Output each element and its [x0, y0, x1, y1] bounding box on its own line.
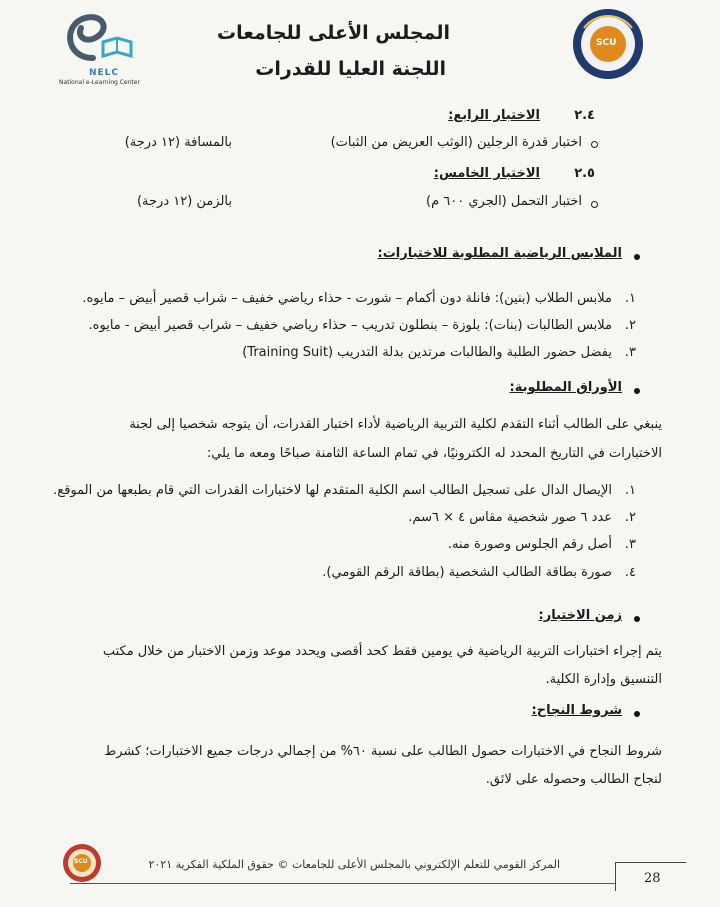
clothes-item-2-number: ٢.: [624, 318, 636, 333]
test4-item: اختبار قدرة الرجلين (الوثب العريض من الثبات): [330, 135, 582, 150]
papers-heading: الأوراق المطلوبة:: [509, 380, 622, 395]
header-title-line1: المجلس الأعلى للجامعات: [217, 22, 450, 44]
test4-measure: بالمسافة (١٢ درجة): [124, 135, 232, 150]
page-number: 28: [644, 871, 661, 886]
nelc-subtitle: National e-Learning Center: [59, 79, 140, 86]
test4-bullet-icon: [591, 141, 598, 148]
papers-intro-line2: الاختبارات في التاريخ المحدد له الكترونيًا، في تمام الساعة الثامنة صباحًا ومعه ما يلي:: [206, 446, 662, 461]
clothes-item-3: يفضل حضور الطلبة والطالبات مرتدين بدلة التدريب (Training Suit): [242, 345, 612, 360]
success-line1: شروط النجاح في الاختبارات حصول الطالب على نسبة ٦٠% من إجمالي درجات جميع الاختبارات؛ كشرط: [104, 744, 662, 759]
test5-number: ٢.٥: [574, 166, 595, 181]
papers-intro-line1: ينبغي على الطالب أثناء التقدم لكلية التربية الرياضية لأداء اختبار القدرات، أن يتوجه شخصيا إلى لجنة: [129, 417, 662, 432]
test5-title: الاختبار الخامس:: [433, 166, 540, 181]
papers-item-3-number: ٣.: [624, 537, 636, 552]
footer-rule: [70, 883, 670, 884]
exam-time-bullet-icon: [634, 616, 640, 622]
scu-seal: [570, 6, 646, 82]
exam-time-line1: يتم إجراء اختبارات التربية الرياضية في يومين فقط كحد أقصى ويحدد موعد وزمن الاختبار من خلال مكتب: [102, 644, 662, 659]
nelc-brand: NELC: [89, 68, 120, 78]
papers-item-4-number: ٤.: [624, 565, 636, 580]
success-bullet-icon: [634, 711, 640, 717]
footer-text: المركز القومي للتعلم الإلكتروني بالمجلس الأعلى للجامعات © حقوق الملكية الفكرية ٢٠٢١: [148, 858, 560, 871]
success-line2: لنجاح الطالب وحصوله على لائق.: [485, 772, 662, 787]
exam-time-heading: زمن الاختبار:: [538, 608, 622, 623]
test4-number: ٢.٤: [574, 108, 595, 123]
scu-abbr: SCU: [596, 38, 617, 48]
footer-seal-abbr: SCU: [74, 858, 88, 865]
exam-time-line2: التنسيق وإدارة الكلية.: [545, 672, 662, 687]
papers-item-4: صورة بطاقة الطالب الشخصية (بطاقة الرقم القومي).: [322, 565, 612, 580]
papers-item-3: أصل رقم الجلوس وصورة منه.: [447, 537, 612, 552]
clothes-bullet-icon: [634, 254, 640, 260]
footer-seal: [62, 843, 102, 883]
papers-item-2-number: ٢.: [624, 510, 636, 525]
test5-measure: بالزمن (١٢ درجة): [136, 194, 232, 209]
clothes-item-2: ملابس الطالبات (بنات): بلوزة – بنطلون تدريب – حذاء رياضي خفيف – شراب قصير أبيض - مايوه.: [88, 318, 612, 333]
test4-title: الاختبار الرابع:: [448, 108, 540, 123]
header-title-line2: اللجنة العليا للقدرات: [255, 58, 446, 80]
papers-item-1-number: ١.: [624, 483, 636, 498]
papers-bullet-icon: [634, 388, 640, 394]
clothes-item-1-number: ١.: [624, 291, 636, 306]
nelc-logo: [55, 12, 155, 88]
papers-item-1: الإيصال الدال على تسجيل الطالب اسم الكلية المتقدم لها لاختبارات القدرات التي قام بطبعها من الموقع.: [53, 483, 612, 498]
nelc-logo-icon: [55, 12, 155, 74]
test5-bullet-icon: [591, 201, 598, 208]
test5-item: اختبار التحمل (الجري ٦٠٠ م): [426, 194, 582, 209]
clothes-heading: الملابس الرياضية المطلوبة للاختبارات:: [377, 246, 622, 261]
success-heading: شروط النجاح:: [531, 703, 622, 718]
clothes-item-1: ملابس الطلاب (بنين): فانلة دون أكمام – شورت - حذاء رياضي خفيف – شراب قصير أبيض – مايوه.: [82, 291, 612, 306]
clothes-item-3-number: ٣.: [624, 345, 636, 360]
papers-item-2: عدد ٦ صور شخصية مقاس ٤ × ٦سم.: [408, 510, 612, 525]
